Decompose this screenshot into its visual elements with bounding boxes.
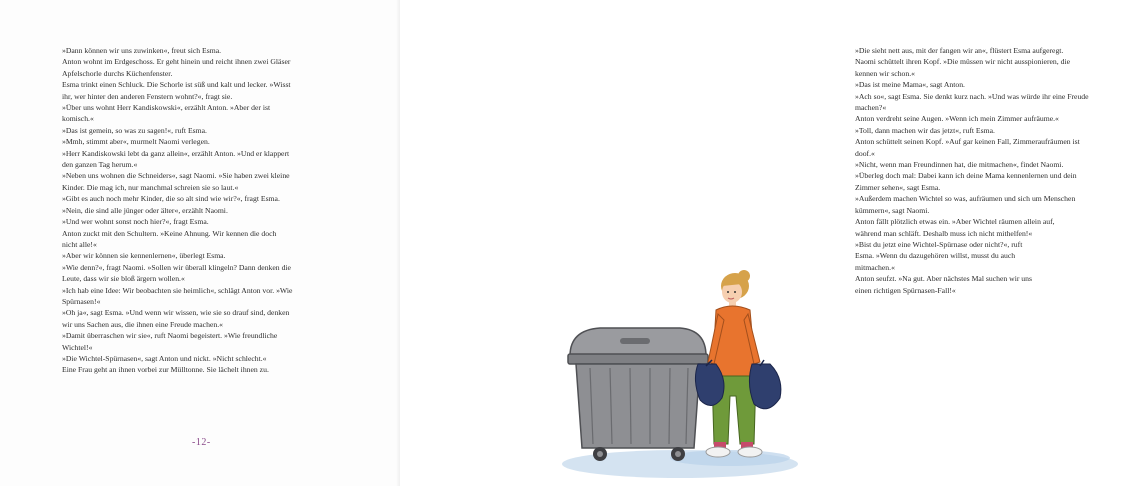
left-text-line: »Das ist gemein, so was zu sagen!«, ruft Esma.	[62, 125, 207, 135]
right-text-line: während man schläft. Deshalb muss ich nicht mithelfen!«	[855, 228, 1033, 238]
illustration-woman-garbage-bin	[560, 268, 800, 486]
left-text-line: Spürnasen!«	[62, 296, 101, 306]
right-text-line: Anton fällt plötzlich etwas ein. »Aber Wichtel räumen allein auf,	[855, 217, 1055, 227]
left-text-line: »Herr Kandiskowski lebt da ganz allein«, erzählt Anton. »Und er klappert	[62, 148, 290, 158]
right-text-line: »Die sieht nett aus, mit der fangen wir an«, flüstert Esma aufgeregt.	[855, 46, 1064, 55]
page-number: -12-	[192, 437, 211, 448]
left-text-line: »Aber wir können sie kennenlernen«, überlegt Esma.	[62, 251, 226, 261]
left-text-line: komisch.«	[62, 114, 94, 124]
left-text-line: »Ich hab eine Idee: Wir beobachten sie heimlich«, schlägt Anton vor. »Wie	[62, 285, 293, 295]
right-text-line: »Bist du jetzt eine Wichtel-Spürnase oder nicht?«, ruft	[855, 239, 1023, 249]
right-text-line: »Außerdem machen Wichtel so was, aufräumen und sich um Menschen	[855, 194, 1076, 204]
left-text-line: »Über uns wohnt Herr Kandiskowski«, erzählt Anton. »Aber der ist	[62, 103, 271, 113]
right-text-line: Naomi schüttelt ihren Kopf. »Die müssen wir nicht ausspionieren, die	[855, 57, 1070, 67]
right-text-line: Anton verdreht seine Augen. »Wenn ich mein Zimmer aufräume.«	[855, 114, 1059, 124]
right-page-text	[855, 45, 1141, 296]
right-text-line: »Ach so«, sagt Esma. Sie denkt kurz nach. »Und was würde ihr eine Freude	[855, 91, 1089, 101]
right-text-line: Anton seufzt. »Na gut. Aber nächstes Mal suchen wir uns	[855, 274, 1032, 284]
left-text-line: »Mmh, stimmt aber«, murmelt Naomi verlegen.	[62, 137, 210, 147]
right-text-line: Esma. »Wenn du dazugehören willst, musst du auch	[855, 251, 1016, 261]
left-page-text	[62, 45, 352, 376]
left-text-line: Eine Frau geht an ihnen vorbei zur Mülltonne. Sie lächelt ihnen zu.	[62, 365, 269, 375]
left-text-line: »Gibt es auch noch mehr Kinder, die so alt sind wie wir?«, fragt Esma.	[62, 194, 280, 204]
right-text-line: mitmachen.«	[855, 262, 895, 272]
left-text-line: Anton zuckt mit den Schultern. »Keine Ahnung. Wir kennen die doch	[62, 228, 277, 238]
garbage-bin	[568, 328, 708, 461]
left-text-line: Kinder. Die mag ich, nur manchmal schreien sie so laut.«	[62, 182, 239, 192]
left-text-line: »Die Wichtel-Spürnasen«, sagt Anton und nickt. »Nicht schlecht.«	[62, 353, 267, 363]
left-text-line: »Wie denn?«, fragt Naomi. »Sollen wir überall klingeln? Dann denken die	[62, 262, 291, 272]
right-text-line: »Nicht, wenn man Freundinnen hat, die mitmachen«, findet Naomi.	[855, 160, 1064, 170]
left-text-line: »Dann können wir uns zuwinken«, freut sich Esma.	[62, 46, 222, 55]
left-text-line: »Und wer wohnt sonst noch hier?«, fragt Esma.	[62, 217, 209, 227]
left-text-line: Wichtel!«	[62, 342, 93, 352]
left-text-line: ihr, wer hinter den anderen Fenstern wohnt?«, fragt sie.	[62, 91, 233, 101]
right-text-line: »Toll, dann machen wir das jetzt«, ruft Esma.	[855, 125, 995, 135]
left-text-line: wir uns Sachen aus, die ihnen eine Freude machen.«	[62, 319, 223, 329]
left-text-line: Esma trinkt einen Schluck. Die Schorle ist süß und kalt und lecker. »Wisst	[62, 80, 291, 90]
left-text-line: den ganzen Tag herum.«	[62, 160, 138, 170]
left-text-line: »Neben uns wohnen die Schneiders«, sagt Naomi. »Sie haben zwei kleine	[62, 171, 290, 181]
left-text-line: Leute, dass wir sie bloß ärgern wollen.«	[62, 274, 185, 284]
right-text-line: »Überleg doch mal: Dabei kann ich deine Mama kennenlernen und dein	[855, 171, 1077, 181]
right-text-line: machen?«	[855, 103, 887, 113]
left-text-line: Apfelschorle durchs Küchenfenster.	[62, 68, 173, 78]
right-text-line: einen richtigen Spürnasen-Fall!«	[855, 285, 956, 295]
left-text-line: nicht alle!«	[62, 239, 97, 249]
right-text-line: kennen wir schon.«	[855, 68, 915, 78]
woman-figure	[695, 270, 780, 457]
right-text-line: kümmern«, sagt Naomi.	[855, 205, 930, 215]
left-page	[0, 0, 400, 486]
left-text-line: »Damit überraschen wir sie«, ruft Naomi begeistert. »Wie freundliche	[62, 331, 278, 341]
right-text-line: Anton schüttelt seinen Kopf. »Auf gar keinen Fall, Zimmeraufräumen ist	[855, 137, 1080, 147]
right-text-line: »Das ist meine Mama«, sagt Anton.	[855, 80, 965, 90]
right-text-line: doof.«	[855, 148, 875, 158]
left-text-line: »Nein, die sind alle jünger oder älter«, erzählt Naomi.	[62, 205, 228, 215]
left-text-line: »Oh ja«, sagt Esma. »Und wenn wir wissen, wie sie so drauf sind, denken	[62, 308, 290, 318]
right-text-line: Zimmer sehen«, sagt Esma.	[855, 182, 941, 192]
left-text-line: Anton wohnt im Erdgeschoss. Er geht hinein und reicht ihnen zwei Gläser	[62, 57, 291, 67]
